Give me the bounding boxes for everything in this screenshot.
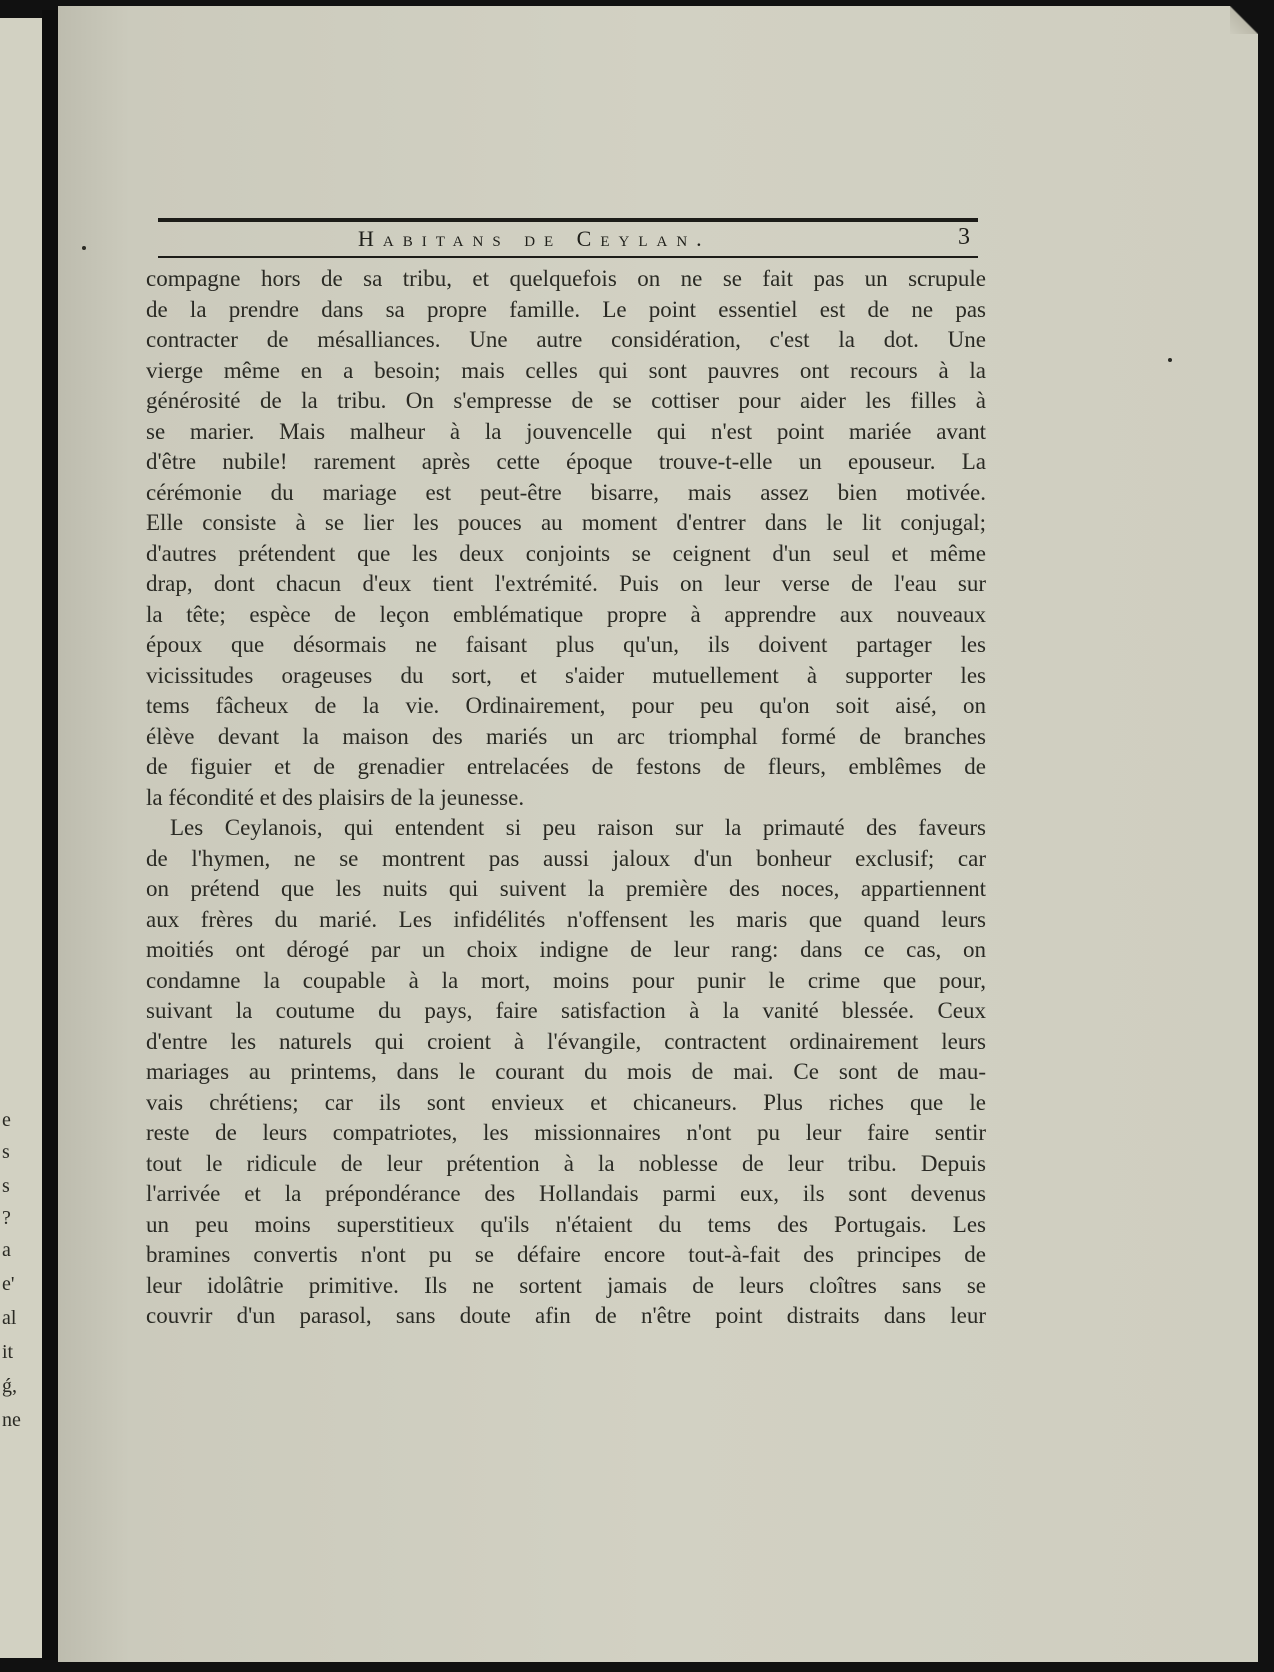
text-line: de l'hymen, ne se montrent pas aussi jaloux d'un bonheur exclusif; car (146, 845, 986, 871)
text-line: d'autres prétendent que les deux conjoints se ceignent d'un seul et même (146, 540, 986, 566)
text-line: un peu moins superstitieux qu'ils n'étaient du tems des Portugais. Les (146, 1211, 986, 1237)
text-line: condamne la coupable à la mort, moins pour punir le crime que pour, (146, 967, 986, 993)
text-line: se marier. Mais malheur à la jouvencelle qui n'est point mariée avant (146, 418, 986, 444)
text-line: époux que désormais ne faisant plus qu'un, ils doivent partager les (146, 632, 986, 657)
book-page (58, 6, 1258, 1662)
ink-dot (82, 246, 86, 250)
text-line: l'arrivée et la prépondérance des Hollandais parmi eux, ils sont devenus (146, 1181, 986, 1206)
text-line: couvrir d'un parasol, sans doute afin de n'être point distraits dans leur (146, 1303, 986, 1328)
text-line: moitiés ont dérogé par un choix indigne de leur rang: dans ce cas, on (146, 937, 986, 962)
text-line: la tête; espèce de leçon emblématique propre à apprendre aux nouveaux (146, 601, 986, 627)
text-line: compagne hors de sa tribu, et quelquefois on ne se fait pas un scrupule (146, 266, 986, 291)
text-line: la fécondité et des plaisirs de la jeunesse. (146, 784, 525, 810)
text-line: Les Ceylanois, qui entendent si peu raison sur la primauté des faveurs (170, 815, 986, 840)
header-rule-bottom (158, 256, 978, 258)
text-line: tout le ridicule de leur prétention à la noblesse de leur tribu. Depuis (146, 1150, 986, 1176)
text-line: d'entre les naturels qui croient à l'évangile, contractent ordinairement leurs (146, 1028, 986, 1054)
text-line: d'être nubile! rarement après cette époque trouve-t-elle un epouseur. La (146, 449, 986, 474)
text-line: mariages au printems, dans le courant du mois de mai. Ce sont de mau- (146, 1059, 986, 1084)
left-fragment: ? (2, 1207, 11, 1229)
left-page-edge (0, 18, 42, 1658)
text-line: de figuier et de grenadier entrelacées de festons de fleurs, emblêmes de (146, 754, 986, 779)
ink-dot (1168, 358, 1172, 362)
left-fragment: s (2, 1141, 10, 1163)
text-line: cérémonie du mariage est peut-être bisarre, mais assez bien motivée. (146, 479, 986, 505)
left-fragment: e (2, 1109, 11, 1131)
text-line: élève devant la maison des mariés un arc triomphal formé de branches (146, 723, 986, 749)
left-fragment: a (2, 1239, 11, 1261)
page-corner (1230, 6, 1258, 34)
text-line: bramines convertis n'ont pu se défaire encore tout-à-fait des principes de (146, 1242, 986, 1267)
text-line: leur idolâtrie primitive. Ils ne sortent jamais de leurs cloîtres sans se (146, 1272, 986, 1298)
text-line: reste de leurs compatriotes, les missionnaires n'ont pu leur faire sentir (146, 1120, 986, 1145)
text-line: contracter de mésalliances. Une autre considération, c'est la dot. Une (146, 327, 986, 352)
left-fragment: e' (2, 1273, 15, 1295)
left-fragment: al (2, 1307, 17, 1329)
text-line: vicissitudes orageuses du sort, et s'aider mutuellement à supporter les (146, 662, 986, 688)
paragraph-2 (146, 813, 986, 1332)
running-head (158, 224, 978, 254)
text-line: vierge même en a besoin; mais celles qui sont pauvres ont recours à la (146, 357, 986, 383)
text-line: on prétend que les nuits qui suivent la première des noces, appartiennent (146, 876, 986, 901)
text-line: suivant la coutume du pays, faire satisfaction à la vanité blessée. Ceux (146, 998, 986, 1023)
header-rule-top (158, 218, 978, 222)
paragraph-1 (146, 264, 986, 813)
text-line: drap, dont chacun d'eux tient l'extrémité. Puis on leur verse de l'eau sur (146, 571, 986, 596)
text-line: de la prendre dans sa propre famille. Le point essentiel est de ne pas (146, 296, 986, 322)
left-fragment: ǵ, (2, 1375, 17, 1397)
text-line: tems fâcheux de la vie. Ordinairement, pour peu qu'on soit aisé, on (146, 693, 986, 718)
page-number: 3 (958, 224, 970, 250)
left-fragment: ne (2, 1409, 21, 1431)
left-fragment: s (2, 1175, 10, 1197)
body-text (146, 264, 986, 1332)
left-fragment: it (2, 1341, 14, 1363)
book-gutter (42, 10, 58, 1660)
text-line: Elle consiste à se lier les pouces au moment d'entrer dans le lit conjugal; (146, 510, 986, 535)
text-line: aux frères du marié. Les infidélités n'offensent les maris que quand leurs (146, 906, 986, 932)
running-title: Habitans de Ceylan. (358, 226, 711, 251)
text-line: générosité de la tribu. On s'empresse de se cottiser pour aider les filles à (146, 388, 986, 413)
text-line: vais chrétiens; car ils sont envieux et chicaneurs. Plus riches que le (146, 1089, 986, 1115)
